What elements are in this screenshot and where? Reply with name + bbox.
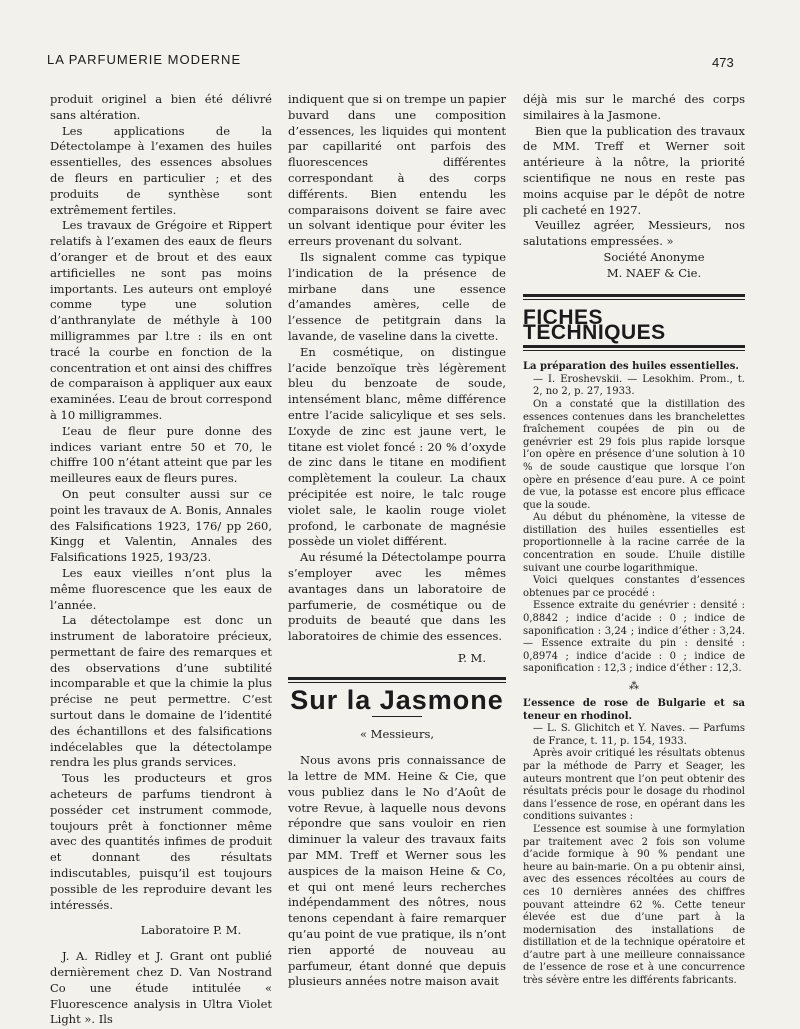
salutation: « Messieurs,	[359, 727, 435, 742]
paragraph: Tous les producteurs et gros acheteurs de parfums tiendront à posséder cet instrument commode, toujours prêt à fonctionner même avec des quantités infimes de produit et donnant des résultats indiscutables, puisqu’il est toujours possible de les reproduire devant les intéressés.	[50, 771, 272, 912]
paragraph: Bien que la publication des travaux de MM. Treff et Werner soit antérieure à la nôtre, la priorité scientifique ne nous en reste pas moins acquise par le dépôt de notre pli cacheté en 1927.	[523, 123, 745, 217]
paragraph: Les travaux de Grégoire et Rippert relatifs à l’examen des eaux de fleurs d’oranger et de brout et des eaux artificielles ne sont pas moins importants. Les auteurs ont employé comme type une solution d’anthranylate de méthyle à 100 milligrammes par l.tre : ils en ont tracé la courbe en fonction de la concentration et ont ainsi des chiffres de comparaison à appliquer aux eaux examinées. L’eau de brout correspond à 10 milligrammes.	[50, 218, 272, 422]
paragraph: L’essence est soumise à une formylation par traitement avec 2 fois son volume d’acide formique à 90 % pendant une heure au bain-marie. On a pu obtenir ainsi, avec des essences récoltées au cours de ces 10 dernières années des chiffres pouvant atteindre 62 %. Cette teneur élevée est due d’une part à la modernisation des installations de distillation et de la technique opératoire et d’autre part à une meilleure connaissance de l’essence de rose et à une concurrence très sévère entre les différents fabricants.	[523, 823, 745, 987]
paragraph: indiquent que si on trempe un papier buvard dans une composition d’essences, les liquides qui montent par capillarité ont parfois des fluorescences différentes correspondant à des corps différents. Bien entendu les comparaisons doivent se faire avec un solvant identique pour éviter les erreurs provenant du solvant.	[288, 92, 506, 249]
star-separator: ⁂	[629, 681, 639, 692]
paragraph: Nous avons pris connaissance de la lettre de MM. Heine & Cie, que vous publiez dans le No d’Août de votre Revue, à laquelle nous devons répondre que sans vouloir en rien diminuer la valeur des travaux faits par MM. Treff et Werner sous les auspices de la maison Heine & Co, et qui ont mené leurs recherches indépendamment des nôtres, nous tenons cependant à faire remarquer qu’au point de vue pratique, ils n’ont rien apporté de nouveau au parfumeur, étant donné que depuis plusieurs années notre maison avait	[288, 753, 506, 989]
paragraph: La détectolampe est donc un instrument de laboratoire précieux, permettant de faire des remarques et des observations d’une subtilité incomparable et que la chimie la plus précise ne peut permettre. C’est surtout dans le domaine de l’identité des échantillons et des falsifications indécelables que la détectolampe rendra les plus grands services.	[50, 613, 272, 770]
paragraph: Voici quelques constantes d’essences obtenues par ce procédé :	[523, 575, 745, 599]
paragraph: Les applications de la Détectolampe à l’examen des huiles essentielles, des essences absolues de fleurs en particulier ; et des produits de synthèse sont extrêmement fertiles.	[50, 123, 272, 217]
paragraph: Veuillez agréer, Messieurs, nos salutations empressées. »	[523, 218, 745, 249]
fiche-title: L’essence de rose de Bulgarie et sa teneur en rhodinol.	[523, 698, 745, 722]
paragraph: En cosmétique, on distingue l’acide benzoïque très légèrement bleu du benzoate de soude, intensément blanc, même différence entre l’acide salicylique et ses sels. L’oxyde de zinc est jaune vert, le titane est violet foncé : 20 % d’oxyde de zinc dans le titane en modifient complètement la couleur. La chaux précipitée est noire, le talc rouge violet sale, le kaolin rouge violet profond, le carbonate de magnésie possède un violet différent.	[288, 344, 506, 549]
signature: P. M.	[457, 650, 486, 665]
section-title: FICHES TECHNIQUES	[523, 305, 666, 345]
signature: Laboratoire P. M.	[140, 923, 242, 938]
paragraph: On a constaté que la distillation des essences contenues dans les branchelettes fraîchement coupées de pin ou de genévrier est 29 fois plus rapide lorsque l’on opère en présence d’une solution à 10 % de soude caustique que lorsque l’on opère en présence d’eau pure. A ce point de vue, la potasse est encore plus efficace que la soude.	[523, 398, 745, 511]
fiche-reference: — I. Eroshevskii. — Lesokhim. Prom., t. 2, no 2, p. 27, 1933.	[533, 373, 745, 398]
paragraph: Au résumé la Détectolampe pourra s’employer avec les mêmes avantages dans un laboratoire de parfumerie, de cosmétique ou de produits de beauté que dans les laboratoires de chimie des essences.	[288, 550, 506, 644]
section-rule	[523, 294, 745, 300]
paragraph: Au début du phénomène, la vitesse de distillation des huiles essentielles est proportionnelle à la racine carrée de la concentration en soude. L’huile distille suivant une courbe logarithmique.	[523, 512, 745, 574]
column-1	[50, 92, 272, 1028]
paragraph: Les eaux vieilles n’ont plus la même fluorescence que les eaux de l’année.	[50, 565, 272, 612]
article-title: Sur la Jasmone	[290, 684, 504, 715]
column-2	[288, 92, 506, 990]
fiche-title: La préparation des huiles essentielles.	[523, 361, 739, 373]
paragraph: Ils signalent comme cas typique l’indication de la présence de mirbane dans une essence d’amandes amères, celle de l’essence de petitgrain dans la lavande, de vaseline dans la civette.	[288, 249, 506, 343]
signature-name: M. NAEF & Cie.	[606, 265, 702, 280]
fiche-reference: — L. S. Glichitch et Y. Naves. — Parfums de France, t. 11, p. 154, 1933.	[533, 723, 745, 747]
section-rule	[288, 677, 506, 683]
fiche-1	[523, 361, 745, 988]
section-rule	[523, 345, 745, 351]
column-3	[523, 92, 745, 988]
page-number: 473	[712, 55, 734, 70]
paragraph: On peut consulter aussi sur ce point les travaux de A. Bonis, Annales des Falsifications 1923, 176/ pp 260, Kingg et Valentin, Annales des Falsifications 1925, 193/23.	[50, 486, 272, 565]
paragraph: Essence extraite du genévrier : densité : 0,8842 ; indice d’acide : 0 ; indice de saponification : 3,24 ; indice d’éther : 3,24. — Essence extraite du pin : densité : 0,8974 ; indice d’acide : 0 ; indice de saponification : 12,3 ; indice d’éther : 12,3.	[523, 600, 745, 675]
paragraph: produit originel a bien été délivré sans altération.	[50, 92, 272, 122]
paragraph: L’eau de fleur pure donne des indices variant entre 50 et 70, le chiffre 100 n’étant atteint que par les meilleures eaux de fleurs pures.	[50, 423, 272, 486]
paragraph: J. A. Ridley et J. Grant ont publié dernièrement chez D. Van Nostrand Co une étude intitulée « Fluorescence analysis in Ultra Violet Light ». Ils	[50, 949, 272, 1027]
paragraph: Après avoir critiqué les résultats obtenus par la méthode de Parry et Seager, les auteurs montrent que l’on peut obtenir des résultats précis pour le dosage du rhodinol dans l’essence de rose, en opérant dans les conditions suivantes :	[523, 748, 745, 823]
journal-title: LA PARFUMERIE MODERNE	[47, 52, 242, 67]
signature-company: Société Anonyme	[603, 249, 705, 264]
title-underline	[372, 716, 422, 717]
paragraph: déjà mis sur le marché des corps similaires à la Jasmone.	[523, 92, 745, 122]
